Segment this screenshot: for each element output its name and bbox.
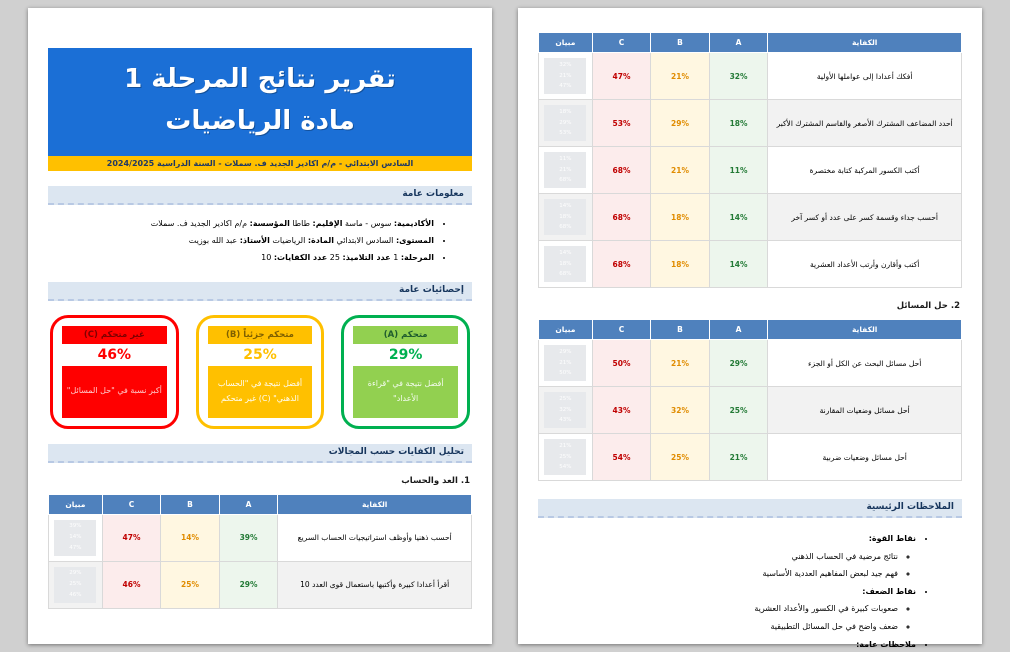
info-label: عدد الكفايات:: [273, 253, 328, 263]
report-title-line2: مادة الرياضيات: [165, 106, 355, 136]
table-row: [539, 434, 962, 481]
mini-chart-c: 50%: [559, 370, 572, 377]
card-a-desc: أفضل نتيجة في "قراءة الأعداد": [353, 366, 458, 418]
value-a: 21%: [709, 434, 768, 481]
mini-chart-image: [54, 567, 96, 603]
mini-chart: [539, 100, 593, 147]
value-a: 29%: [219, 561, 278, 608]
table-row: [539, 147, 962, 194]
mini-chart-image: [544, 246, 586, 282]
mini-chart: [539, 194, 593, 241]
mini-chart-c: 53%: [559, 130, 572, 137]
mini-chart-b: 29%: [559, 119, 572, 126]
table-row: [539, 53, 962, 100]
col-chart: مبيان: [539, 320, 593, 340]
col-a: A: [709, 320, 768, 340]
note-item: ◦ فهم جيد لبعض المفاهيم العددية الأساسية: [538, 565, 898, 583]
domain-2-title: 2. حل المسائل: [896, 301, 960, 311]
card-c-desc: أكبر نسبة في "حل المسائل": [62, 366, 167, 418]
note-sublist: [538, 548, 916, 583]
table-header-row: [539, 320, 962, 340]
mini-chart-c: 68%: [559, 177, 572, 184]
table-row: [49, 514, 472, 561]
value-c: 47%: [102, 514, 161, 561]
mini-chart: [539, 387, 593, 434]
value-a: 18%: [709, 100, 768, 147]
mini-chart-b: 25%: [69, 581, 82, 588]
mini-chart-c: 68%: [559, 271, 572, 278]
note-item: ◦ ضعف واضح في حل المسائل التطبيقية: [538, 618, 898, 636]
value-a: 25%: [709, 387, 768, 434]
col-chart: مبيان: [539, 33, 593, 53]
section-statistics: إحصائيات عامة: [48, 282, 472, 301]
competency-text: أفكك أعدادا إلى عواملها الأولية: [768, 53, 962, 100]
card-c-title: غير متحكم (C): [62, 326, 167, 344]
value-c: 53%: [592, 100, 651, 147]
mini-chart-a: 11%: [559, 155, 572, 162]
competency-table-domain1-continued: [538, 32, 962, 288]
value-b: 29%: [651, 100, 710, 147]
section-general-info: معلومات عامة: [48, 186, 472, 205]
mini-chart-image: [544, 439, 586, 475]
value-a: 39%: [219, 514, 278, 561]
mini-chart: [539, 434, 593, 481]
info-item-level: [48, 232, 434, 249]
table-header-row: [49, 494, 472, 514]
competency-table-domain1: [48, 494, 472, 609]
table-row: [49, 561, 472, 608]
note-general: [538, 636, 916, 652]
value-a: 11%: [709, 147, 768, 194]
value-b: 18%: [651, 194, 710, 241]
mini-chart-b: 21%: [559, 72, 572, 79]
mini-chart-c: 47%: [559, 83, 572, 90]
note-head: نقاط القوة:: [868, 534, 916, 543]
mini-chart-c: 43%: [559, 417, 572, 424]
card-b-value: 25%: [208, 344, 313, 366]
mini-chart-b: 25%: [559, 453, 572, 460]
mini-chart-a: 21%: [559, 442, 572, 449]
note-head: ملاحظات عامة:: [856, 639, 916, 649]
card-not-mastered-c: [50, 315, 179, 429]
card-b-title: متحكم جزئياً (B): [208, 326, 313, 344]
card-a-value: 29%: [353, 344, 458, 366]
col-c: C: [102, 494, 161, 514]
report-subtitle: السادس الابتدائي - م/م اكادير الجديد ف. سملات - السنة الدراسية 2024/2025: [48, 156, 472, 171]
info-value: طاطا: [289, 219, 313, 228]
mini-chart-b: 32%: [559, 406, 572, 413]
col-b: B: [161, 494, 220, 514]
value-b: 18%: [651, 241, 710, 288]
table-row: [539, 100, 962, 147]
section-notes: الملاحظات الرئيسية: [538, 499, 962, 518]
table-row: [539, 241, 962, 288]
card-c-value: 46%: [62, 344, 167, 366]
value-c: 68%: [592, 147, 651, 194]
col-a: A: [219, 494, 278, 514]
col-competency: الكفاية: [768, 33, 962, 53]
value-b: 14%: [161, 514, 220, 561]
mini-chart-a: 14%: [559, 202, 572, 209]
mini-chart: [539, 53, 593, 100]
value-b: 21%: [651, 147, 710, 194]
value-b: 32%: [651, 387, 710, 434]
col-b: B: [651, 33, 710, 53]
mini-chart-image: [544, 58, 586, 94]
competency-text: أقرأ أعدادا كبيرة وأكتبها باستعمال قوى العدد 10: [278, 561, 472, 608]
info-list: [48, 215, 446, 267]
info-value: عبد الله بوزيت: [188, 236, 240, 246]
competency-text: أحل مسائل وضعيات ضربية: [768, 434, 962, 481]
value-c: 47%: [592, 53, 651, 100]
mini-chart-a: 14%: [559, 249, 572, 256]
info-item-stage: [48, 249, 434, 266]
mini-chart-c: 68%: [559, 224, 572, 231]
mini-chart-a: 18%: [559, 108, 572, 115]
info-label: الأكاديمية:: [393, 219, 434, 228]
mini-chart: [49, 561, 103, 608]
competency-text: أحل مسائل البحث عن الكل أو الجزء: [768, 340, 962, 387]
domain-1-title: 1. العد والحساب: [401, 475, 470, 486]
value-b: 25%: [161, 561, 220, 608]
value-a: 14%: [709, 241, 768, 288]
mini-chart-b: 14%: [69, 534, 82, 541]
mini-chart-c: 54%: [559, 464, 572, 471]
note-item: ◦ نتائج مرضية في الحساب الذهني: [538, 548, 898, 566]
stats-cards: [50, 315, 470, 429]
col-chart: مبيان: [49, 494, 103, 514]
value-a: 14%: [709, 194, 768, 241]
report-title-block: [48, 48, 472, 156]
section-analysis: تحليل الكفايات حسب المجالات: [48, 444, 472, 463]
value-a: 29%: [709, 340, 768, 387]
competency-text: أحسب جداء وقسمة كسر على عدد أو كسر آخر: [768, 194, 962, 241]
info-value: الرياضيات: [269, 236, 308, 246]
info-label: الأستاذ:: [239, 236, 270, 246]
info-value: 1: [390, 253, 401, 263]
value-c: 68%: [592, 194, 651, 241]
table-row: [539, 387, 962, 434]
col-c: C: [592, 320, 651, 340]
competency-text: أحدد المضاعف المشترك الأصغر والقاسم المشترك الأكبر: [768, 100, 962, 147]
page-1: [28, 8, 492, 644]
value-a: 32%: [709, 53, 768, 100]
report-title-line1: تقرير نتائج المرحلة 1: [124, 64, 396, 94]
mini-chart-a: 39%: [69, 523, 82, 530]
value-c: 50%: [592, 340, 651, 387]
card-a-title: متحكم (A): [353, 326, 458, 344]
competency-text: أكتب الكسور المركبة كتابة مختصرة: [768, 147, 962, 194]
note-head: نقاط الضعف:: [862, 586, 916, 596]
mini-chart: [539, 340, 593, 387]
info-item-academy: [48, 215, 434, 232]
mini-chart-a: 32%: [559, 61, 572, 68]
mini-chart-image: [54, 520, 96, 556]
table-row: [539, 340, 962, 387]
mini-chart-image: [544, 392, 586, 428]
col-b: B: [651, 320, 710, 340]
mini-chart-c: 46%: [69, 591, 82, 598]
info-label: المؤسسة:: [249, 219, 290, 228]
mini-chart-a: 29%: [69, 570, 82, 577]
info-label: عدد التلاميذ:: [342, 253, 391, 263]
col-competency: الكفاية: [278, 494, 472, 514]
competency-text: أكتب وأقارن وأرتب الأعداد العشرية: [768, 241, 962, 288]
info-value: 10: [261, 253, 274, 263]
col-competency: الكفاية: [768, 320, 962, 340]
mini-chart: [539, 241, 593, 288]
info-label: المستوى:: [395, 236, 434, 246]
note-strengths: [538, 530, 916, 583]
mini-chart-b: 21%: [559, 359, 572, 366]
col-c: C: [592, 33, 651, 53]
mini-chart-b: 18%: [559, 260, 572, 267]
note-weaknesses: [538, 583, 916, 636]
mini-chart: [49, 514, 103, 561]
value-c: 68%: [592, 241, 651, 288]
mini-chart-image: [544, 345, 586, 381]
table-header-row: [539, 33, 962, 53]
competency-text: أحل مسائل وضعيات المقارنة: [768, 387, 962, 434]
mini-chart-image: [544, 199, 586, 235]
card-b-desc: أفضل نتيجة في "الحساب الذهني" (C) غير متحكم: [208, 366, 313, 418]
competency-table-domain2: [538, 319, 962, 481]
mini-chart-c: 47%: [69, 544, 82, 551]
value-b: 25%: [651, 434, 710, 481]
value-b: 21%: [651, 53, 710, 100]
competency-text: أحسب ذهنيا وأوظف استراتيجيات الحساب السريع: [278, 514, 472, 561]
page-2: [518, 8, 982, 649]
notes-list: [538, 530, 928, 652]
mini-chart-b: 18%: [559, 213, 572, 220]
info-label: المرحلة:: [400, 253, 434, 263]
info-value: م/م اكادير الجديد ف. سملات: [150, 219, 250, 228]
info-value: سوس - ماسة: [342, 219, 394, 228]
info-label: المادة:: [307, 236, 334, 246]
info-label: الإقليم:: [312, 219, 343, 228]
mini-chart-image: [544, 105, 586, 141]
note-sublist: [538, 600, 916, 635]
table-row: [539, 194, 962, 241]
mini-chart-a: 29%: [559, 348, 572, 355]
card-partially-mastered-b: [196, 315, 325, 429]
mini-chart-b: 21%: [559, 166, 572, 173]
mini-chart: [539, 147, 593, 194]
card-mastered-a: [341, 315, 470, 429]
note-item: ◦ صعوبات كبيرة في الكسور والأعداد العشرية: [538, 600, 898, 618]
value-c: 43%: [592, 387, 651, 434]
value-b: 21%: [651, 340, 710, 387]
value-c: 46%: [102, 561, 161, 608]
value-c: 54%: [592, 434, 651, 481]
info-value: 25: [327, 253, 343, 263]
col-a: A: [709, 33, 768, 53]
info-value: السادس الابتدائي: [334, 236, 396, 246]
mini-chart-image: [544, 152, 586, 188]
mini-chart-a: 25%: [559, 395, 572, 402]
